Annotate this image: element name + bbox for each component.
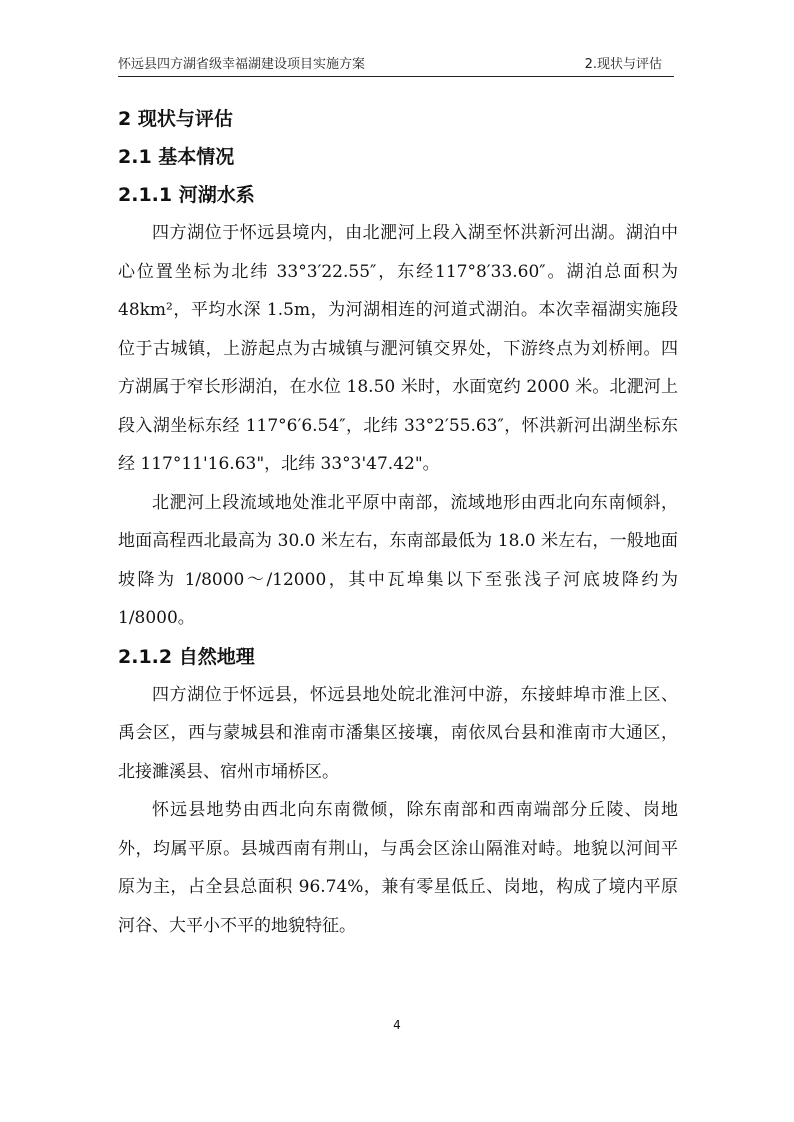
paragraph-natural-geography-2: 怀远县地势由西北向东南微倾，除东南部和西南端部分丘陵、岗地外，均属平原。县城西南有荆山，与禹会区涂山隔淮对峙。地貌以河间平原为主，占全县总面积 96.74%，兼有零星低丘、岗地，构成了境内平原河谷、大平小不平的地貌特征。 (118, 800, 678, 936)
subsection-heading-2-1-2: 2.1.2 自然地理 (118, 645, 255, 668)
paragraph-river-lake-system-1: 四方湖位于怀远县境内，由北淝河上段入湖至怀洪新河出湖。湖泊中心位置坐标为北纬 33°3′22.55″，东经117°8′33.60″。湖泊总面积为 48km²，平均水深 1.5m，为河湖相连的河道式湖泊。本次幸福湖实施段位于古城镇，上游起点为古城镇与淝河镇交界处，下游终点为刘桥闸。四方湖属于窄长形湖泊，在水位 18.50 米时，水面宽约 2000 米。北淝河上段入湖坐标东经 117°6′6.54″，北纬 33°2′55.63″，怀洪新河出湖坐标东经 117°11'16.63"，北纬 33°3'47.42"。 (118, 223, 678, 474)
paragraph-river-lake-system-2: 北淝河上段流域地处淮北平原中南部，流域地形由西北向东南倾斜，地面高程西北最高为 30.0 米左右，东南部最低为 18.0 米左右，一般地面坡降为 1/8000～/12000，其中瓦埠集以下至张浅子河底坡降约为 1/8000。 (118, 492, 678, 628)
chapter-heading: 2 现状与评估 (118, 108, 233, 130)
section-heading-2-1: 2.1 基本情况 (118, 146, 235, 168)
page-number: 4 (393, 1018, 401, 1032)
page-header (118, 50, 674, 77)
header-chapter-title: 2.现状与评估 (584, 57, 662, 72)
header-document-title: 怀远县四方湖省级幸福湖建设项目实施方案 (118, 57, 366, 72)
document-body (118, 100, 678, 945)
subsection-heading-2-1-1: 2.1.1 河湖水系 (118, 184, 255, 206)
paragraph-natural-geography-1: 四方湖位于怀远县，怀远县地处皖北淮河中游，东接蚌埠市淮上区、禹会区，西与蒙城县和淮南市潘集区接壤，南依凤台县和淮南市大通区，北接濉溪县、宿州市埇桥区。 (118, 684, 678, 782)
